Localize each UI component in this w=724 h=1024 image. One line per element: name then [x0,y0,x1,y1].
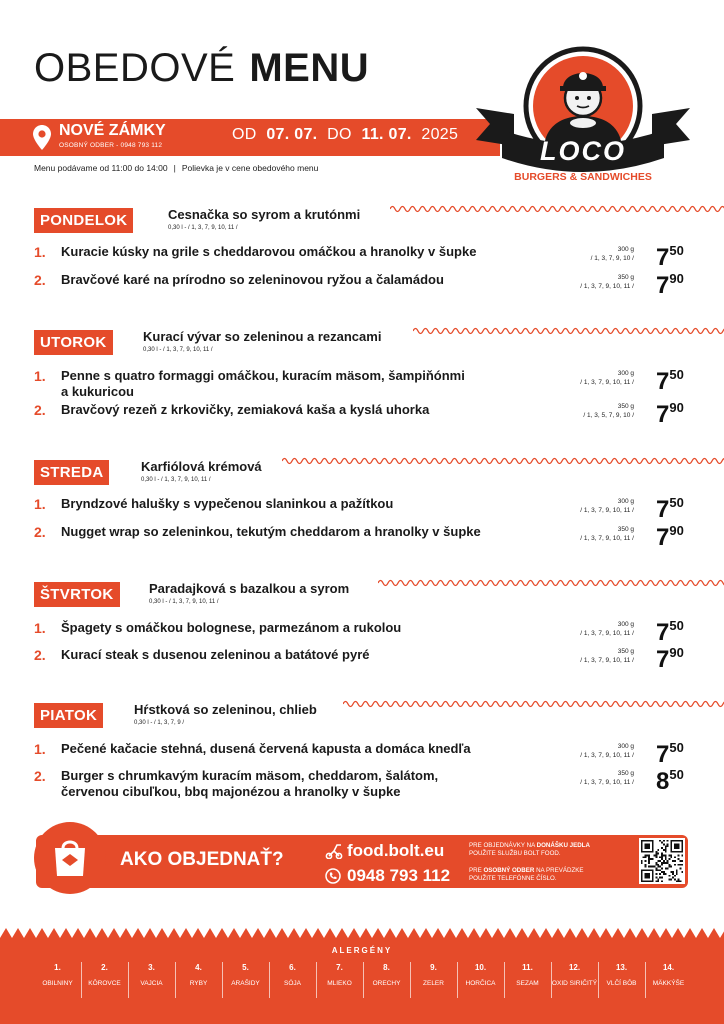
delivery-note-line2: POUŽITE SLUŽBU BOLT FOOD. [469,850,561,857]
dish-allergens: / 1, 3, 7, 9, 10, 11 / [580,752,634,759]
date-range [232,126,463,144]
dish-line: červenou cibuľkou, bbq majonézou a hranolky v šupke [61,784,401,799]
dish-allergens: / 1, 3, 7, 9, 10, 11 / [580,535,634,542]
allergen-name: VAJCIA [140,980,163,987]
allergen-name: OBILNINY [42,980,73,987]
dish-allergens: / 1, 3, 7, 9, 10, 11 / [580,657,634,664]
allergen-number: 3. [148,963,155,972]
delivery-note-text: PRE OBJEDNÁVKY NA [469,842,537,849]
dish-line: Bravčové karé na prírodno so zeleninovou ryžou a čalamádou [61,272,444,287]
allergen-divider [363,962,364,998]
info-separator: | [173,163,176,173]
price-cents: 50 [669,767,684,782]
dish-number: 1. [34,496,46,512]
allergen-divider [128,962,129,998]
date-from: 07. 07. [266,126,318,143]
dish-number: 1. [34,741,46,757]
dish-price [656,367,684,396]
dish-line: Burger s chrumkavým kuracím mäsom, cheddarom, šalátom, [61,768,439,783]
day-label: PIATOK [34,703,103,728]
allergen-number: 4. [195,963,202,972]
dish-allergens: / 1, 3, 7, 9, 10, 11 / [580,630,634,637]
price-cents: 50 [669,618,684,633]
allergen-item [504,962,551,998]
dish-price [656,645,684,674]
page-title [34,44,369,92]
delivery-scooter-icon [325,843,343,859]
dish-number: 1. [34,368,46,384]
date-from-label: OD [232,126,257,143]
allergen-name: ZELER [423,980,444,987]
date-to-label: DO [327,126,352,143]
dish-price [656,740,684,769]
allergen-number: 13. [615,963,628,972]
dish-name [61,768,561,800]
allergen-item [222,962,269,998]
dish-line: Kurací steak s dusenou zeleninou a batátové pyré [61,647,370,662]
dish-name [61,272,561,288]
wavy-divider [390,203,724,215]
day-label: UTOROK [34,330,113,355]
allergens-title: ALERGÉNY [331,946,393,955]
dish-weight: 350 g [617,526,634,533]
dish-weight: 350 g [617,403,634,410]
dish-allergens: / 1, 3, 5, 7, 9, 10 / [583,412,634,419]
dish-allergens: / 1, 3, 7, 9, 10, 11 / [580,283,634,290]
allergen-divider [81,962,82,998]
price-euros: 7 [656,272,670,299]
wavy-divider [343,698,724,710]
loco-logo [474,46,692,196]
soup-name: Kurací vývar so zeleninou a rezancami [143,329,382,344]
day-label: STREDA [34,460,109,485]
day-label: ŠTVRTOK [34,582,120,607]
allergen-divider [269,962,270,998]
dish-line: Bravčový rezeň z krkovičky, zemiaková kaša a kyslá uhorka [61,402,430,417]
allergen-name: KÔROVCE [88,980,121,987]
allergen-divider [410,962,411,998]
dish-line: Špagety s omáčkou bolognese, parmezánom a rukolou [61,620,402,635]
price-cents: 50 [669,740,684,755]
allergen-name: SEZAM [516,980,539,987]
pickup-note-tail: NA PREVÁDZKE [534,867,584,874]
qr-code[interactable] [639,838,685,884]
allergen-name: MÄKKÝŠE [652,980,685,987]
allergen-name: MLIEKO [327,980,352,987]
allergen-name: VLČÍ BÔB [606,980,637,987]
date-year: 2025 [421,126,459,143]
delivery-note [469,842,590,858]
price-euros: 7 [656,496,670,523]
soup-allergens: 0,30 l - / 1, 3, 7, 9, 10, 11 / [141,477,211,483]
price-cents: 90 [669,645,684,660]
soup-allergens: 0,30 l - / 1, 3, 7, 9, 10, 11 / [143,347,213,353]
allergen-item [363,962,410,998]
allergen-divider [222,962,223,998]
allergen-number: 14. [662,963,675,972]
soup-name: Cesnačka so syrom a krutónmi [168,207,361,222]
allergen-item [175,962,222,998]
serving-info [34,163,318,173]
title-light: OBEDOVÉ [34,46,236,90]
dish-name [61,620,561,636]
dish-name [61,402,561,418]
allergen-divider [645,962,646,998]
dish-price [656,767,684,796]
soup-name: Paradajková s bazalkou a syrom [149,581,350,596]
price-cents: 50 [669,495,684,510]
allergen-number: 12. [568,963,581,972]
soup-allergens: 0,30 l - / 1, 3, 7, 9, 10, 11 / [149,599,219,605]
wavy-divider [378,577,724,589]
dish-number: 1. [34,244,46,260]
allergen-name: HORČICA [465,980,496,987]
wavy-divider [413,325,724,337]
allergen-item [128,962,175,998]
price-euros: 7 [656,244,670,271]
dish-weight: 300 g [617,370,634,377]
allergen-name: OXID SIRIČITÝ [551,980,598,987]
pickup-note-line2: POUŽITE TELEFÓNNE ČÍSLO. [469,875,557,882]
soup-note: Polievka je v cene obedového menu [181,163,319,173]
dish-weight: 350 g [617,770,634,777]
day-label: PONDELOK [34,208,133,233]
delivery-note-bold: DONÁŠKU JEDLA [536,842,590,849]
allergen-number: 7. [336,963,343,972]
dish-line: Penne s quatro formaggi omáčkou, kuracím mäsom, šampiňónmi [61,368,465,383]
dish-price [656,495,684,524]
price-cents: 90 [669,523,684,538]
dish-number: 2. [34,272,46,288]
dish-name [61,496,561,512]
price-euros: 7 [656,646,670,673]
dish-name [61,244,561,260]
allergen-number: 5. [242,963,249,972]
soup-name: Karfiólová krémová [141,459,262,474]
price-euros: 7 [656,401,670,428]
price-cents: 90 [669,271,684,286]
dish-line: Pečené kačacie stehná, dusená červená kapusta a domáca knedľa [61,741,471,756]
dish-name [61,368,561,400]
dish-price [656,271,684,300]
allergen-item [645,962,692,998]
dish-allergens: / 1, 3, 7, 9, 10 / [590,255,634,262]
dish-line: Bryndzové halušky s vypečenou slaninkou a pažítkou [61,496,394,511]
takeaway-bag-icon [52,836,88,878]
title-bold: MENU [249,46,370,90]
dish-weight: 350 g [617,274,634,281]
dish-name [61,524,561,540]
dish-weight: 300 g [617,621,634,628]
dish-weight: 350 g [617,648,634,655]
dish-number: 2. [34,768,46,784]
allergen-name: ORECHY [372,980,401,987]
allergen-divider [598,962,599,998]
price-euros: 7 [656,741,670,768]
logo-tagline: BURGERS & SANDWICHES [514,171,652,183]
order-title: AKO OBJEDNAŤ? [120,849,284,870]
soup-allergens: 0,30 l - / 1, 3, 7, 9 / [134,720,185,726]
allergen-name: RYBY [189,980,208,987]
allergen-number: 10. [474,963,487,972]
price-euros: 7 [656,368,670,395]
dish-allergens: / 1, 3, 7, 9, 10, 11 / [580,507,634,514]
allergen-item [598,962,645,998]
allergen-number: 2. [101,963,108,972]
dish-price [656,400,684,429]
dish-number: 1. [34,620,46,636]
dish-name [61,741,561,757]
phone-icon [325,868,341,884]
dish-price [656,243,684,272]
logo-wordmark: LOCO [540,136,626,166]
allergen-item [34,962,81,998]
dish-weight: 300 g [617,246,634,253]
dish-name [61,647,561,663]
dish-number: 2. [34,647,46,663]
allergen-divider [457,962,458,998]
allergen-item [81,962,128,998]
dish-line: Nugget wrap so zeleninkou, tekutým cheddarom a hranolky v šupke [61,524,481,539]
price-cents: 50 [669,367,684,382]
price-euros: 7 [656,619,670,646]
allergen-name: ARAŠIDY [231,980,260,987]
allergen-number: 11. [522,963,533,972]
date-to: 11. 07. [361,126,412,143]
price-cents: 90 [669,400,684,415]
pickup-note-bold: OSOBNÝ ODBER [483,867,535,874]
location-pin-icon [33,125,51,150]
allergen-item [269,962,316,998]
dish-line: a kukuricou [61,384,134,399]
dish-allergens: / 1, 3, 7, 9, 10, 11 / [580,379,634,386]
allergen-item [457,962,504,998]
dish-price [656,618,684,647]
allergen-number: 8. [383,963,390,972]
pickup-note-text: PRE [469,867,484,874]
allergen-name: SÓJA [284,980,301,987]
allergen-item [316,962,363,998]
soup-name: Hŕstková so zeleninou, chlieb [134,702,317,717]
price-cents: 50 [669,243,684,258]
allergen-divider [175,962,176,998]
order-phone[interactable]: 0948 793 112 [347,866,451,885]
dish-line: Kuracie kúsky na grile s cheddarovou omáčkou a hranolky v šupke [61,244,477,259]
dish-weight: 300 g [617,498,634,505]
pickup-note [469,867,584,883]
dish-price [656,523,684,552]
allergen-divider [551,962,552,998]
allergen-number: 6. [289,963,296,972]
price-euros: 8 [656,768,670,795]
dish-allergens: / 1, 3, 7, 9, 10, 11 / [580,779,634,786]
pickup-phone-line: OSOBNÝ ODBER - 0948 793 112 [59,142,163,149]
dish-number: 2. [34,524,46,540]
allergen-number: 1. [54,963,61,972]
soup-allergens: 0,30 l - / 1, 3, 7, 9, 10, 11 / [168,225,238,231]
allergen-divider [316,962,317,998]
serving-time: Menu podávame od 11:00 do 14:00 [34,163,168,173]
wavy-divider [282,455,724,467]
location-city: NOVÉ ZÁMKY [59,122,166,139]
allergen-item [551,962,598,998]
allergen-number: 9. [430,963,437,972]
dish-weight: 300 g [617,743,634,750]
dish-number: 2. [34,402,46,418]
bolt-link[interactable]: food.bolt.eu [347,841,445,860]
price-euros: 7 [656,524,670,551]
allergen-item [410,962,457,998]
allergen-divider [504,962,505,998]
